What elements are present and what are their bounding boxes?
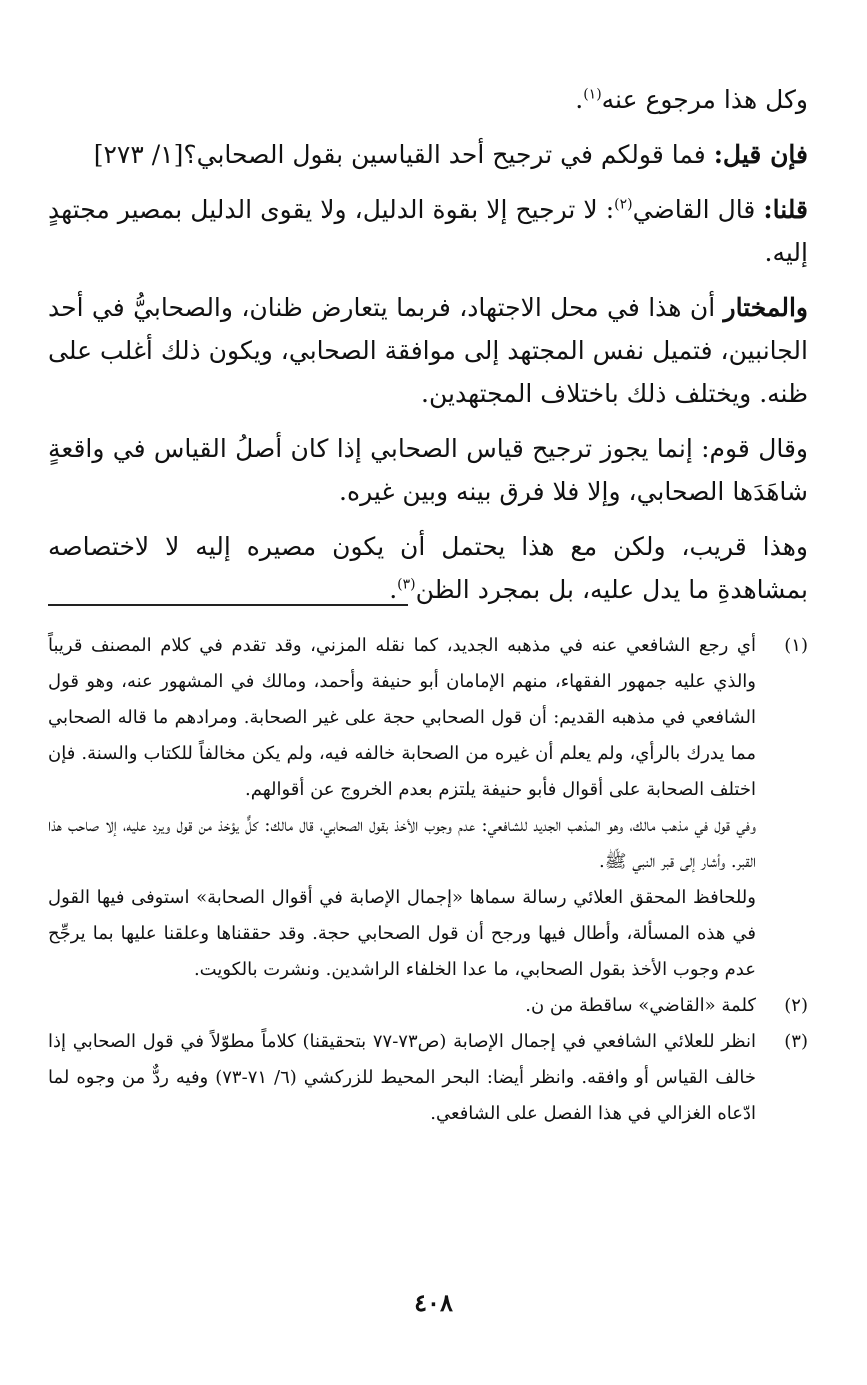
paragraph-5 bbox=[48, 427, 808, 513]
footnote-paragraph: وللحافظ المحقق العلائي رسالة سماها «إجمال الإصابة في أقوال الصحابة» استوفى فيها القول في هذه المسألة، وأطال فيها ورجح أن قول الصحابي حجة. وقد حققناها وعلقنا عليها بما يرجِّح عدم وجوب الأخذ بقول الصحابي، ما عدا الخلفاء الراشدين. ونشرت بالكويت. bbox=[48, 887, 756, 980]
footnote-number: (٣) bbox=[784, 1031, 808, 1052]
paragraph-6-text: وهذا قريب، ولكن مع هذا يحتمل أن يكون مصيره إليه لا لاختصاصه بمشاهدةِ ما يدل عليه، بل بمجرد الظن bbox=[48, 532, 808, 604]
paragraph-4-text: أن هذا في محل الاجتهاد، فربما يتعارض ظنان، والصحابيُّ في أحد الجانبين، فتميل نفس المجتهد إلى موافقة الصحابي، ويكون ذلك أغلب على ظنه. ويختلف ذلك باختلاف المجتهدين. bbox=[48, 293, 808, 408]
paragraph-3-text-a: قال القاضي bbox=[632, 195, 764, 224]
paragraph-1 bbox=[48, 78, 808, 121]
question-label: فإن قيل: bbox=[713, 140, 808, 169]
paragraph-3-text-b: : لا ترجيح إلا بقوة الدليل، ولا يقوى الدليل بمصير مجتهدٍ إليه. bbox=[48, 195, 808, 267]
footnote-3 bbox=[48, 1024, 808, 1132]
paragraph-1-end: . bbox=[575, 85, 584, 114]
footnote-ref-2[interactable]: (٢) bbox=[614, 196, 633, 213]
footnote-body bbox=[48, 1024, 756, 1132]
paragraph-5-text: وقال قوم: إنما يجوز ترجيح قياس الصحابي إذا كان أصلُ القياس في واقعةٍ شاهَدَها الصحابي، وإلا فلا فرق بينه وبين غيره. bbox=[48, 434, 808, 506]
paragraph-2-text: فما قولكم في ترجيح أحد القياسين بقول الصحابي؟[١/ ٢٧٣] bbox=[93, 140, 714, 169]
paragraph-3 bbox=[48, 188, 808, 274]
paragraph-4 bbox=[48, 286, 808, 415]
footnote-number: (٢) bbox=[784, 995, 808, 1016]
paragraph-1-text: وكل هذا مرجوع عنه bbox=[601, 85, 808, 114]
footnote-paragraph: وفي قول في مذهب مالك، وهو المذهب الجديد للشافعي: عدم وجوب الأخذ بقول الصحابي، قال مالك: كلٌّ يؤخذ من قول ويرد عليه، إلا صاحب هذا القبر. وأشار إلى قبر النبي ﷺ. bbox=[48, 815, 756, 872]
footnote-body bbox=[48, 628, 756, 988]
footnote-ref-1[interactable]: (١) bbox=[583, 86, 602, 103]
footnote-1 bbox=[48, 628, 808, 988]
footnote-paragraph: أي رجع الشافعي عنه في مذهبه الجديد، كما نقله المزني، وقد تقدم في كلام المصنف قريباً والذي عليه جمهور الفقهاء، منهم الإمامان أبو حنيفة وأحمد، ومالك في المشهور عنه، وهو قول الشافعي في مذهبه القديم: أن قول الصحابي حجة على غير الصحابة. ومرادهم ما قاله الصحابي مما يدرك بالرأي، ولم يعلم أن غيره من الصحابة خالفه فيه، ولم يكن مخالفاً للكتاب والسنة. فإن اختلف الصحابة على أقوال فأبو حنيفة يلتزم بعدم الخروج عن أقوالهم. bbox=[48, 635, 756, 800]
footnote-2 bbox=[48, 988, 808, 1024]
paragraph-6-end: . bbox=[389, 575, 398, 604]
footnote-ref-3[interactable]: (٣) bbox=[397, 576, 416, 593]
footnote-paragraph: كلمة «القاضي» ساقطة من ن. bbox=[525, 995, 756, 1016]
page-number: ٤٠٨ bbox=[414, 1288, 453, 1317]
footnotes bbox=[48, 628, 808, 1132]
paragraph-2 bbox=[48, 133, 808, 176]
chosen-view-label: والمختار bbox=[723, 293, 808, 322]
main-text bbox=[48, 78, 808, 623]
paragraph-6 bbox=[48, 525, 808, 611]
footnote-separator bbox=[48, 604, 408, 606]
answer-label: قلنا: bbox=[763, 195, 808, 224]
footnote-body bbox=[48, 988, 756, 1024]
footnote-number: (١) bbox=[784, 635, 808, 656]
footnote-paragraph: انظر للعلائي الشافعي في إجمال الإصابة (ص٧٣-٧٧ بتحقيقنا) كلاماً مطوّلاً في قول الصحابي إذا خالف القياس أو وافقه. وانظر أيضا: البحر المحيط للزركشي (٦/ ٧١-٧٣) وفيه ردٌّ من وجوه لما ادّعاه الغزالي في هذا الفصل على الشافعي. bbox=[48, 1031, 757, 1124]
